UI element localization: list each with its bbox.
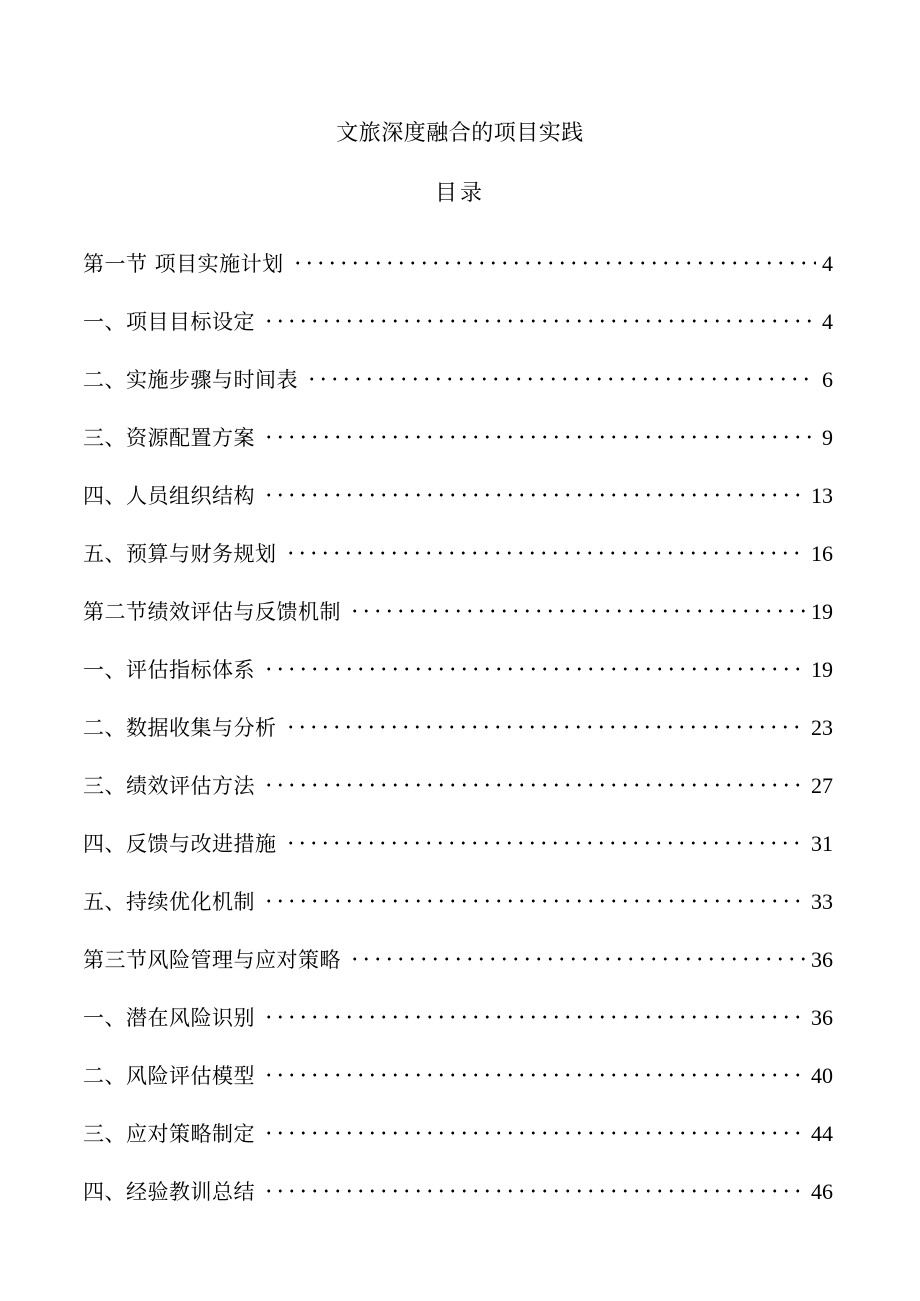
toc-entry-label: 二、实施步骤与时间表 [83, 368, 298, 392]
toc-entry-label: 一、潜在风险识别 [83, 1006, 255, 1030]
toc-entry-page: 27 [811, 773, 833, 798]
toc-entry-label: 五、持续优化机制 [83, 890, 255, 914]
toc-dot-leader [304, 351, 816, 387]
toc-entry-page: 36 [811, 947, 833, 972]
toc-dot-leader [261, 641, 805, 677]
toc-entry[interactable] [83, 525, 833, 583]
toc-entry-label: 四、反馈与改进措施 [83, 832, 277, 856]
toc-dot-leader [283, 699, 806, 735]
toc-entry-label: 四、人员组织结构 [83, 484, 255, 508]
toc-dot-leader [261, 757, 805, 793]
toc-dot-leader [261, 1105, 805, 1141]
toc-dot-leader [347, 931, 805, 967]
toc-entry[interactable] [83, 1163, 833, 1221]
toc-entry[interactable] [83, 1105, 833, 1163]
table-of-contents [83, 235, 833, 1221]
toc-entry-page: 16 [811, 541, 833, 566]
toc-dot-leader [261, 409, 816, 445]
toc-entry[interactable] [83, 351, 833, 409]
toc-entry[interactable] [83, 931, 833, 989]
toc-entry-label: 四、经验教训总结 [83, 1180, 255, 1204]
toc-entry[interactable] [83, 641, 833, 699]
toc-entry-page: 31 [811, 831, 833, 856]
toc-entry-page: 44 [811, 1121, 833, 1146]
toc-entry-label: 第一节 项目实施计划 [83, 252, 284, 276]
toc-entry-label: 第三节风险管理与应对策略 [83, 948, 341, 972]
toc-entry-label: 三、资源配置方案 [83, 426, 255, 450]
toc-dot-leader [261, 989, 805, 1025]
toc-entry-page: 33 [811, 889, 833, 914]
toc-entry[interactable] [83, 583, 833, 641]
toc-entry[interactable] [83, 699, 833, 757]
toc-entry-page: 23 [811, 715, 833, 740]
toc-entry-page: 4 [822, 251, 833, 276]
toc-dot-leader [283, 525, 806, 561]
toc-entry-label: 一、评估指标体系 [83, 658, 255, 682]
toc-entry[interactable] [83, 1047, 833, 1105]
toc-dot-leader [290, 235, 816, 271]
toc-entry-label: 一、项目目标设定 [83, 310, 255, 334]
toc-entry[interactable] [83, 757, 833, 815]
toc-entry-label: 三、绩效评估方法 [83, 774, 255, 798]
toc-dot-leader [261, 873, 805, 909]
toc-entry[interactable] [83, 989, 833, 1047]
toc-entry-page: 9 [822, 425, 833, 450]
toc-entry-label: 三、应对策略制定 [83, 1122, 255, 1146]
toc-entry-page: 46 [811, 1179, 833, 1204]
toc-entry-label: 五、预算与财务规划 [83, 542, 277, 566]
toc-heading: 目录 [434, 181, 485, 206]
toc-dot-leader [261, 467, 805, 503]
toc-entry-page: 4 [822, 309, 833, 334]
toc-dot-leader [261, 1163, 805, 1199]
toc-entry-page: 36 [811, 1005, 833, 1030]
toc-dot-leader [261, 1047, 805, 1083]
toc-dot-leader [347, 583, 805, 619]
toc-entry-label: 第二节绩效评估与反馈机制 [83, 600, 341, 624]
toc-entry-page: 13 [811, 483, 833, 508]
toc-entry-label: 二、风险评估模型 [83, 1064, 255, 1088]
toc-entry-page: 40 [811, 1063, 833, 1088]
document-title: 文旅深度融合的项目实践 [336, 121, 584, 146]
toc-entry[interactable] [83, 815, 833, 873]
toc-dot-leader [283, 815, 806, 851]
toc-entry-label: 二、数据收集与分析 [83, 716, 277, 740]
toc-entry-page: 19 [811, 599, 833, 624]
toc-entry[interactable] [83, 467, 833, 525]
toc-entry[interactable] [83, 873, 833, 931]
toc-entry-page: 6 [822, 367, 833, 392]
toc-dot-leader [261, 293, 816, 329]
toc-entry[interactable] [83, 235, 833, 293]
toc-entry[interactable] [83, 409, 833, 467]
toc-entry[interactable] [83, 293, 833, 351]
toc-entry-page: 19 [811, 657, 833, 682]
